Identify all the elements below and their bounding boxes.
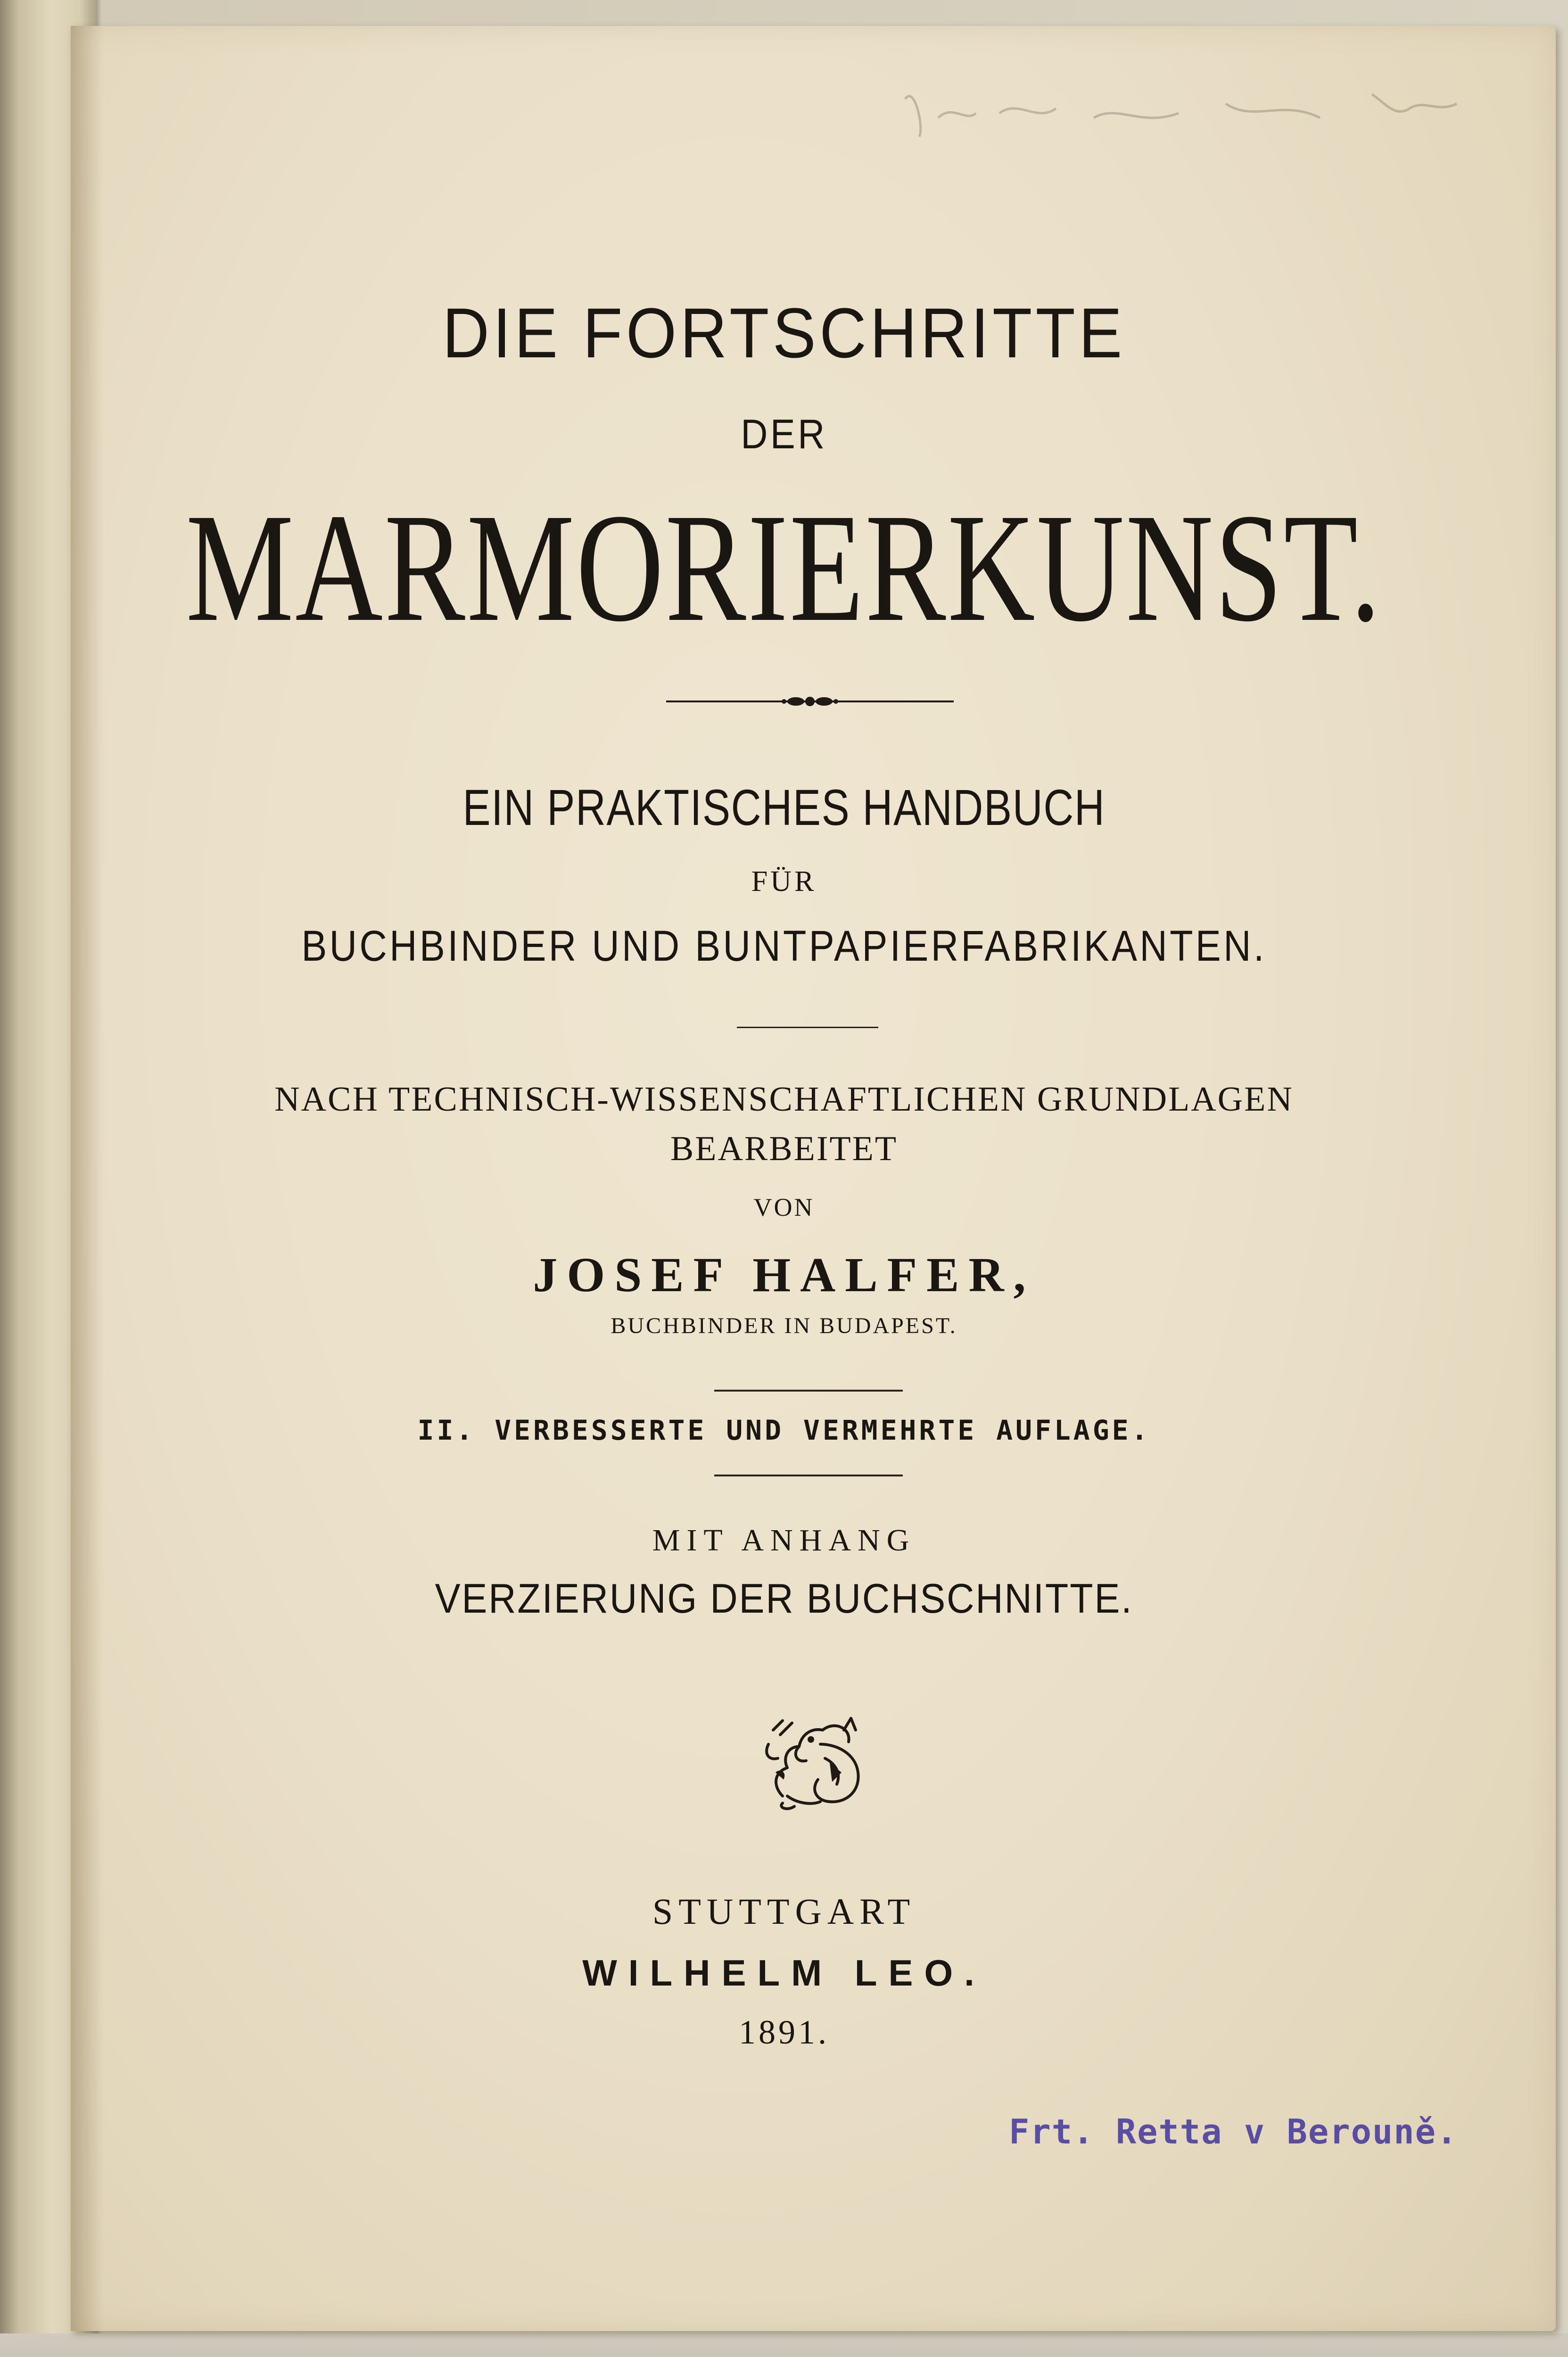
publisher-name: WILHELM LEO.: [582, 1952, 986, 1994]
main-title: MARMORIERKUNST.: [186, 482, 1382, 654]
ornament-divider-icon: [666, 690, 954, 713]
author-name: JOSEF HALFER,: [533, 1248, 1035, 1302]
appendix-label: MIT ANHANG: [652, 1523, 916, 1558]
subtitle-line-2: FÜR: [751, 865, 817, 898]
by-line: VON: [753, 1193, 815, 1221]
publisher-city: STUTTGART: [652, 1891, 916, 1932]
divider-rule: [714, 1475, 903, 1476]
background-surface: [0, 2333, 1568, 2357]
divider-rule: [737, 1027, 878, 1028]
subtitle-line-3: BUCHBINDER UND BUNTPAPIERFABRIKANTEN.: [301, 922, 1267, 970]
edition-line: II. VERBESSERTE UND VERMEHRTE AUFLAGE.: [417, 1414, 1151, 1446]
title-line-2: DER: [741, 411, 827, 457]
title-line-1: DIE FORTSCHRITTE: [442, 293, 1126, 372]
publication-year: 1891.: [739, 2013, 829, 2051]
divider-rule: [714, 1390, 903, 1392]
publisher-lion-emblem-icon: [754, 1702, 877, 1815]
subtitle-line-1: EIN PRAKTISCHES HANDBUCH: [462, 779, 1106, 836]
basis-line-2: BEARBEITET: [670, 1129, 898, 1168]
basis-line-1: NACH TECHNISCH-WISSENSCHAFTLICHEN GRUNDLAGEN: [274, 1080, 1294, 1119]
author-description: BUCHBINDER IN BUDAPEST.: [611, 1313, 957, 1338]
pencil-annotation: [896, 75, 1485, 141]
appendix-title: VERZIERUNG DER BUCHSCHNITTE.: [435, 1575, 1133, 1622]
ownership-stamp: Frt. Retta v Berouně.: [1009, 2112, 1458, 2151]
